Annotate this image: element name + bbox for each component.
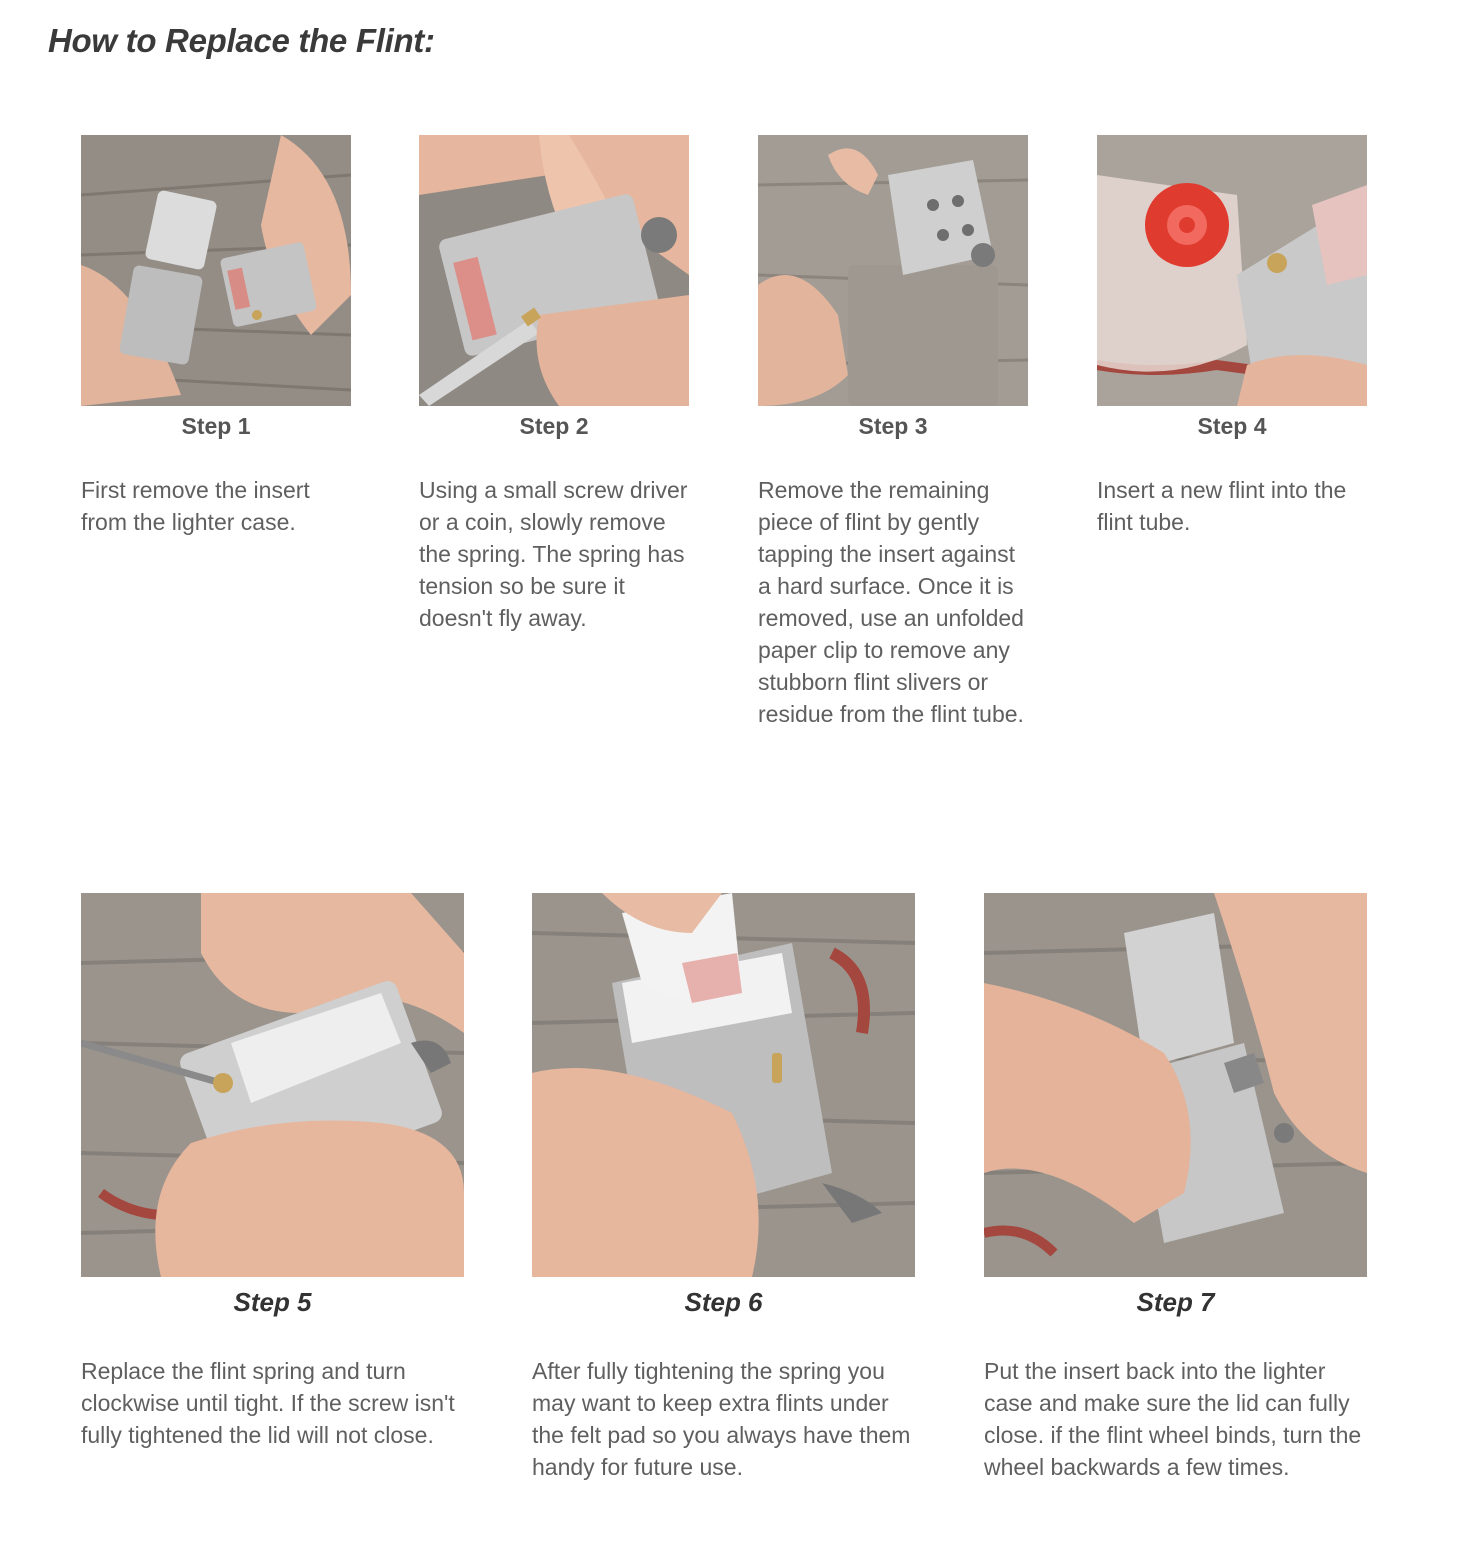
step-1-text: First remove the insert from the lighter case. [81,477,310,535]
step-7-text: Put the insert back into the lighter case and make sure the lid can fully close. if the flint wheel binds, turn the wheel backwards a few times. [984,1358,1362,1480]
step-3-text: Remove the remaining piece of flint by gently tapping the insert against a hard surface. Once it is removed, use an unfolded paper clip to remove any stubborn flint slivers or residue from the flint tube. [758,477,1024,727]
step-5-photo [81,893,464,1277]
step-5 [81,893,464,1451]
step-2-photo [419,135,689,406]
step-5-label: Step 5 [233,1287,312,1317]
step-7-label: Step 7 [1136,1287,1215,1317]
step-2-label: Step 2 [519,413,589,439]
step-7-photo [984,893,1367,1277]
step-1-label: Step 1 [181,413,251,439]
step-1 [81,135,351,538]
step-4 [1097,135,1367,538]
step-4-text: Insert a new flint into the flint tube. [1097,477,1347,535]
step-5-text: Replace the flint spring and turn clockwise until tight. If the screw isn't fully tightened the lid will not close. [81,1358,455,1448]
step-6 [532,893,915,1483]
step-3-photo [758,135,1028,406]
step-4-photo [1097,135,1367,406]
page-title: How to Replace the Flint: [48,22,435,59]
step-7 [984,893,1367,1483]
step-6-label: Step 6 [684,1287,763,1317]
step-2-text: Using a small screw driver or a coin, slowly remove the spring. The spring has tension so be sure it doesn't fly away. [419,477,688,631]
step-4-label: Step 4 [1197,413,1267,439]
step-3-label: Step 3 [858,413,928,439]
step-6-photo [532,893,915,1277]
step-2 [419,135,689,634]
step-1-photo [81,135,351,406]
step-6-text: After fully tightening the spring you may want to keep extra flints under the felt pad so you always have them handy for future use. [532,1358,911,1480]
step-3 [758,135,1028,730]
